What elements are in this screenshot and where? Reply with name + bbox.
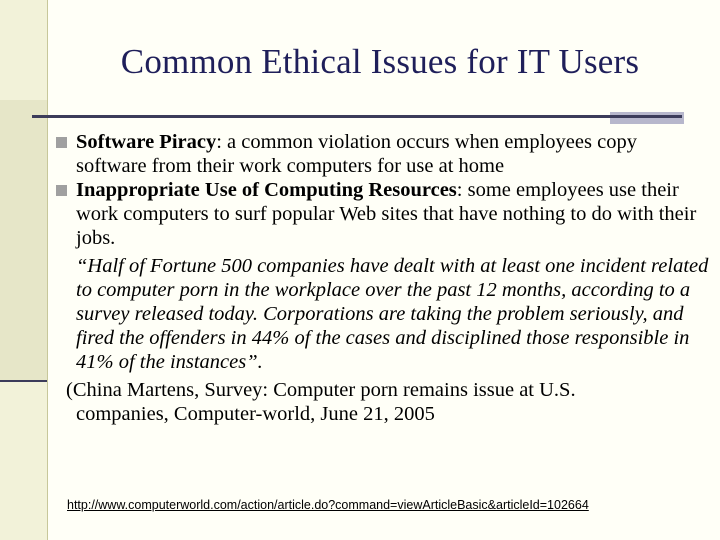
bullet-item-inappropriate-use bbox=[52, 178, 712, 250]
title-rule bbox=[32, 115, 682, 118]
bullet-item-software-piracy bbox=[52, 130, 712, 178]
source-link[interactable]: http://www.computerworld.com/action/article.do?command=viewArticleBasic&articleId=102664 bbox=[67, 498, 589, 512]
slide-content bbox=[52, 130, 712, 426]
citation-line-1: (China Martens, Survey: Computer porn remains issue at U.S. bbox=[66, 379, 576, 401]
citation-line-2: companies, Computer-world, June 21, 2005 bbox=[76, 403, 435, 425]
square-bullet-icon bbox=[56, 185, 67, 196]
square-bullet-icon bbox=[56, 137, 67, 148]
bullet-term: Software Piracy bbox=[76, 131, 217, 153]
title-rule-shade bbox=[610, 112, 684, 124]
bullet-text: : a common violation occurs when employees copy software from their work computers for use at home bbox=[76, 131, 637, 177]
bullet-term: Inappropriate Use of Computing Resources bbox=[76, 179, 457, 201]
survey-quote: “Half of Fortune 500 companies have dealt with at least one incident related to computer porn in the workplace over the past 12 months, according to a survey released today. Corporations are taking the problem seriously, and fired the offenders in 44% of the cases and disciplined those responsible in 41% of the instances”. bbox=[76, 255, 709, 373]
slide-title: Common Ethical Issues for IT Users bbox=[120, 42, 640, 81]
left-decor-line bbox=[0, 380, 47, 382]
citation bbox=[52, 378, 712, 426]
left-decor-accent bbox=[0, 100, 47, 380]
bullet-text: : some employees use their work computers to surf popular Web sites that have nothing to do with their jobs. bbox=[76, 179, 697, 249]
